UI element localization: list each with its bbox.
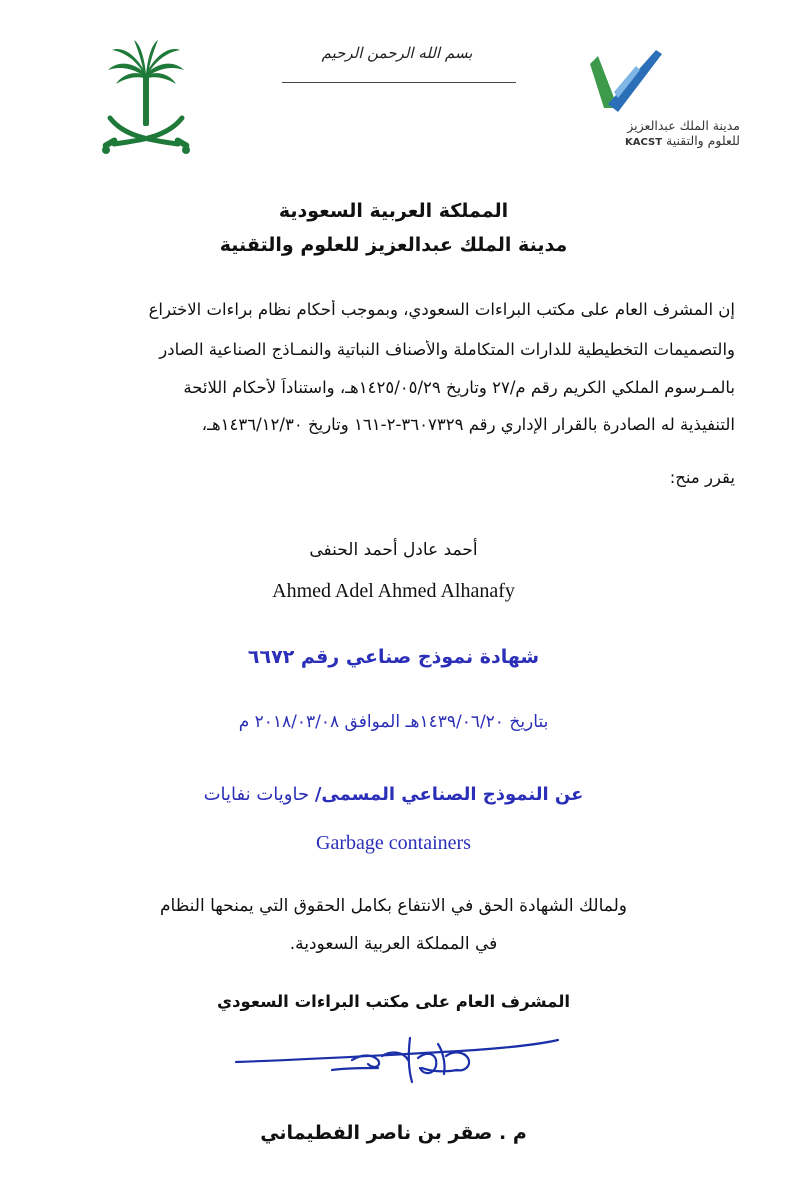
body-line-3: بالمـرسوم الملكي الكريم رقم م/٢٧ وتاريخ ١٤٢٥/٠٥/٢٩هـ، واستناداً لأحكام اللائحة xyxy=(183,378,735,397)
basmala-underline xyxy=(282,82,516,83)
certificate-title: شهادة نموذج صناعي رقم ٦٦٧٢ xyxy=(247,646,540,668)
kacst-logo-line1: مدينة الملك عبدالعزيز xyxy=(627,118,740,133)
signatory-title: المشرف العام على مكتب البراءات السعودي xyxy=(216,992,571,1011)
rights-line-1: ولمالك الشهادة الحق في الانتفاع بكامل الحقوق التي يمنحها النظام xyxy=(160,896,627,916)
basmala-calligraphy: بسم الله الرحمن الرحيم xyxy=(321,44,473,62)
handwritten-signature xyxy=(232,1010,562,1110)
kingdom-title: المملكة العربية السعودية xyxy=(278,200,509,222)
kacst-abbreviation: KACST xyxy=(625,137,663,148)
grantee-name-english: Ahmed Adel Ahmed Alhanafy xyxy=(272,580,515,602)
signatory-name: م . صقر بن ناصر الفطيماني xyxy=(260,1122,527,1144)
kacst-logo-text xyxy=(560,118,740,150)
city-title: مدينة الملك عبدالعزيز للعلوم والتقنية xyxy=(219,234,568,256)
body-line-4: التنفيذية له الصادرة بالقرار الإداري رقم ٣٦٠٧٣٢٩-٢-١٦١ وتاريخ ١٤٣٦/١٢/٣٠هـ، xyxy=(201,415,735,434)
rights-line-2: في المملكة العربية السعودية. xyxy=(289,934,498,954)
design-prefix-label: عن النموذج الصناعي المسمى/ xyxy=(314,784,584,805)
body-line-1: إن المشرف العام على مكتب البراءات السعودي، وبموجب أحكام نظام براءات الاختراع xyxy=(148,300,735,319)
design-name-line xyxy=(0,784,787,805)
certificate-date: بتاريخ ١٤٣٩/٠٦/٢٠هـ الموافق ٢٠١٨/٠٣/٠٨ م xyxy=(238,712,549,732)
design-name-english: Garbage containers xyxy=(316,832,471,854)
design-name-arabic: حاويات نفايات xyxy=(203,784,315,805)
kacst-logo-line2-text: للعلوم والتقنية xyxy=(666,133,740,148)
kacst-checkmark-logo-icon xyxy=(588,46,664,118)
kacst-logo-line2 xyxy=(560,133,740,150)
decides-grant-label: يقرر منح: xyxy=(669,468,735,487)
body-line-2: والتصميمات التخطيطية للدارات المتكاملة والأصناف النباتية والنمـاذج الصناعية الصادر xyxy=(159,340,735,359)
grantee-name-arabic: أحمد عادل أحمد الحنفى xyxy=(309,540,478,560)
saudi-emblem-icon xyxy=(96,40,196,162)
